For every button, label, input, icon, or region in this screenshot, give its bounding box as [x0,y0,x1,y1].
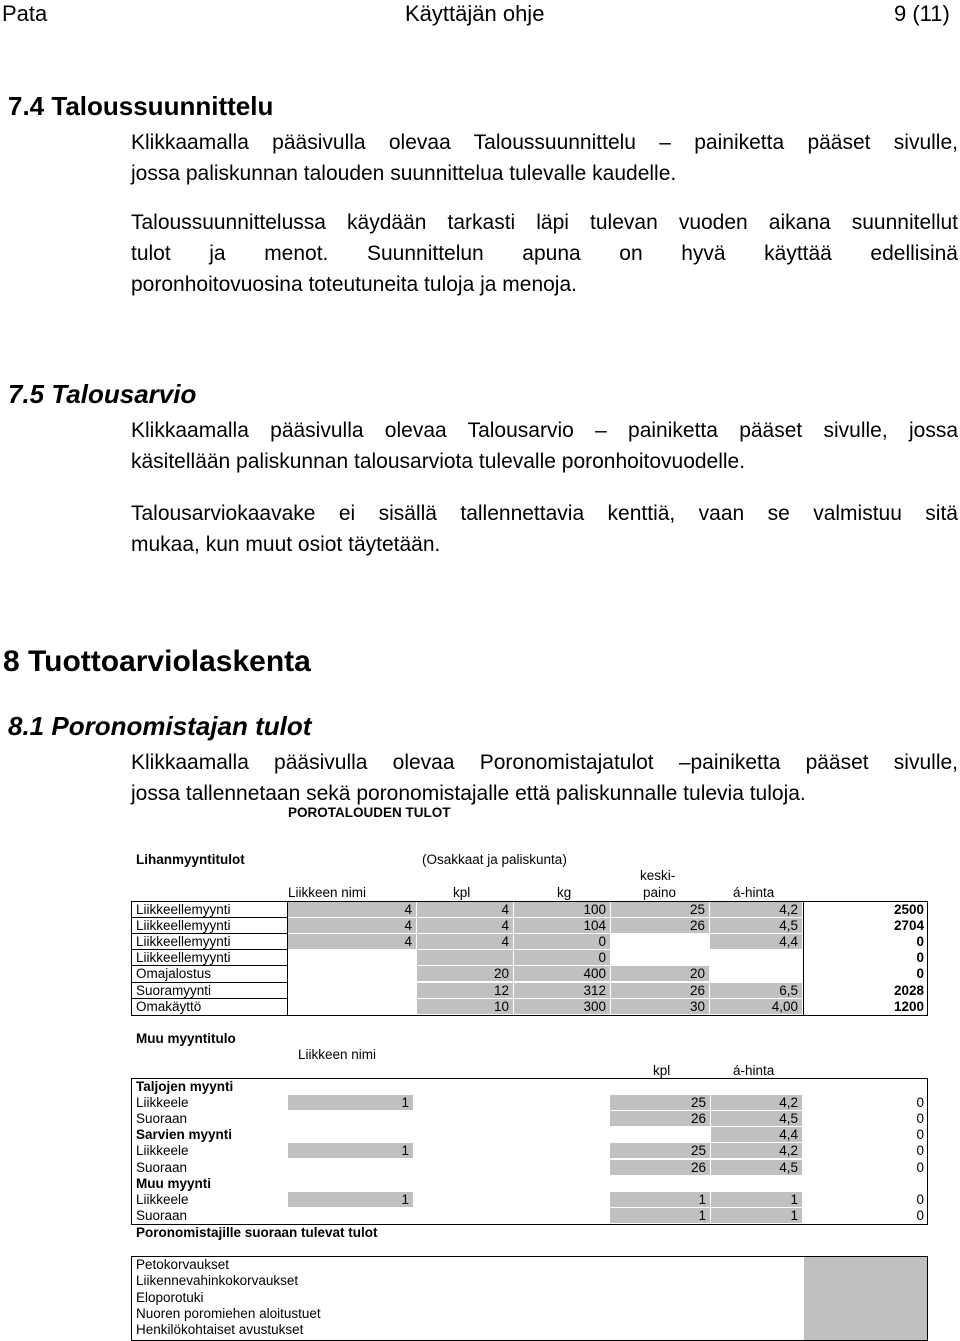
cell-c1 [288,983,416,998]
cell-c5: 4,00 [710,999,802,1014]
row-label: Liikkeellemyynti [136,902,231,917]
cell-kpl: 26 [610,1160,710,1175]
text-line: mukaa, kun muut osiot täytetään. [131,533,441,556]
grid-line [131,1256,928,1257]
row-label: Eloporotuki [136,1290,204,1305]
row-total: 2028 [893,983,924,998]
lihanmyynti-title: Lihanmyyntitulot [136,852,245,867]
muu-myyntitulo-title: Muu myyntitulo [136,1031,236,1046]
row-label: Henkilökohtaiset avustukset [136,1322,304,1337]
text-line: poronhoitovuosina toteutuneita tuloja ja menoja. [131,273,577,296]
row-label: Liikkeele [136,1192,189,1207]
cell-c3: 0 [514,934,610,949]
cell-a-hinta [711,1079,802,1094]
cell-count [288,1176,413,1191]
row-label: Taljojen myynti [136,1079,234,1094]
cell-count [288,1079,413,1094]
grid-line [131,917,288,918]
cell-c5: 4,5 [710,918,802,933]
section-7-5-title-text: 7.5 Talousarvio [8,379,197,409]
row-label: Liikkeele [136,1095,189,1110]
cell-c1 [288,999,416,1014]
section-7-5-paragraph-2 [131,498,958,560]
cell-a-hinta: 4,2 [711,1095,802,1110]
cell-kpl: 1 [610,1192,710,1207]
grid-line [131,982,288,983]
cell-c2: 4 [417,918,513,933]
cell-a-hinta: 4,5 [711,1160,802,1175]
grid-line [131,998,288,999]
cell-c3: 0 [514,950,610,965]
cell-count: 1 [288,1143,413,1158]
row-total: 0 [916,1208,924,1223]
header-center: Käyttäjän ohje [405,1,545,26]
section-8-1-title-text: 8.1 Poronomistajan tulot [8,711,312,741]
grid-line [287,901,288,1016]
cell-count [288,1127,413,1142]
cell-c4: 26 [611,983,709,998]
section-8-1-paragraph [131,747,958,809]
row-label: Liikennevahinkokorvaukset [136,1273,299,1288]
grid-line [131,1078,928,1079]
cell-a-hinta [711,1176,802,1191]
row-total: 0 [916,1143,924,1158]
sheet-title: POROTALOUDEN TULOT [288,805,451,820]
row-total: 1200 [893,999,924,1014]
header-kpl: kpl [453,885,471,900]
grid-line [131,965,288,966]
row-label: Suoramyynti [136,983,212,998]
cell-c1: 4 [288,902,416,917]
cell-c2: 4 [417,934,513,949]
text-line: jossa tallennetaan sekä poronomistajalle että paliskunnalle tulevia tuloja. [131,782,806,805]
cell-c4: 26 [611,918,709,933]
cell-c3: 400 [514,966,610,981]
muu-header-liikkeen-nimi: Liikkeen nimi [298,1047,377,1062]
grid-line [131,901,132,1016]
text-line: Klikkaamalla pääsivulla olevaa Poronomistajatulot –painiketta pääset sivulle, [131,751,958,774]
grid-line [131,901,928,902]
cell-a-hinta: 1 [711,1192,802,1207]
grid-line [927,1256,928,1341]
row-total: 0 [916,1111,924,1126]
row-total [804,1176,924,1191]
cell-c4: 25 [611,902,709,917]
cell-c5: 4,2 [710,902,802,917]
row-label: Suoraan [136,1160,188,1175]
cell-c2: 20 [417,966,513,981]
row-label: Omajalostus [136,966,212,981]
header-left: Pata [2,1,48,26]
text-line: jossa paliskunnan talouden suunnittelua tulevalle kaudelle. [131,162,677,185]
grid-line [131,1256,132,1341]
cell-kpl [610,1079,710,1094]
cell-a-hinta: 1 [711,1208,802,1223]
cell-c2: 10 [417,999,513,1014]
header-keski: keski- [640,868,676,883]
gray-input-column [804,1257,927,1340]
header-liikkeen-nimi: Liikkeen nimi [288,885,367,900]
section-7-5-title [8,379,196,410]
row-label: Nuoren poromiehen aloitustuet [136,1306,321,1321]
cell-c1: 4 [288,934,416,949]
row-total: 0 [916,950,924,965]
cell-c1 [288,966,416,981]
cell-c2: 4 [417,902,513,917]
cell-c3: 300 [514,999,610,1014]
row-total: 0 [916,966,924,981]
grid-line [131,933,288,934]
grid-line [803,901,804,1016]
row-label: Suoraan [136,1111,188,1126]
header-a-hinta: á-hinta [733,885,775,900]
section-7-4-title: 7.4 Taloussuunnittelu [8,91,274,121]
cell-kpl [610,1176,710,1191]
cell-kpl: 25 [610,1095,710,1110]
text-line: Klikkaamalla pääsivulla olevaa Talousarvio – painiketta pääset sivulle, jossa [131,419,958,442]
cell-count [288,1160,413,1175]
row-total: 2704 [893,918,924,933]
grid-line [927,1078,928,1225]
cell-kpl [610,1127,710,1142]
cell-c5: 4,4 [710,934,802,949]
row-total: 2500 [893,902,924,917]
cell-c3: 100 [514,902,610,917]
cell-count: 1 [288,1095,413,1110]
grid-line [131,949,288,950]
text-line: tulot ja menot. Suunnittelun apuna on hyvä käyttää edellisinä [131,242,958,265]
cell-c1: 4 [288,918,416,933]
section-8-1-title [8,711,311,742]
row-label: Muu myynti [136,1176,212,1191]
text-line: Taloussuunnittelussa käydään tarkasti läpi tulevan vuoden aikana suunnitellut [131,211,958,234]
row-total: 0 [916,934,924,949]
cell-count [288,1208,413,1223]
chapter-8-title: 8 Tuottoarviolaskenta [3,645,311,678]
cell-c4 [611,950,709,965]
text-line: käsitellään paliskunnan talousarviota tulevalle poronhoitovuodelle. [131,450,746,473]
row-total: 0 [916,1127,924,1142]
cell-kpl: 26 [610,1111,710,1126]
cell-c5: 6,5 [710,983,802,998]
cell-a-hinta: 4,5 [711,1111,802,1126]
cell-kpl: 1 [610,1208,710,1223]
cell-kpl: 25 [610,1143,710,1158]
cell-c4: 30 [611,999,709,1014]
section-7-4-paragraph-2 [131,207,958,300]
cell-count: 1 [288,1192,413,1207]
cell-a-hinta: 4,2 [711,1143,802,1158]
row-total: 0 [916,1095,924,1110]
row-label: Liikkeele [136,1143,189,1158]
muu-header-kpl: kpl [653,1063,671,1078]
cell-c5 [710,950,802,965]
muu-header-a-hinta: á-hinta [733,1063,775,1078]
cell-c3: 104 [514,918,610,933]
grid-line [131,1015,928,1016]
header-kg: kg [557,885,572,900]
cell-c5 [710,966,802,981]
row-label: Sarvien myynti [136,1127,233,1142]
cell-count [288,1111,413,1126]
section-7-4-paragraph-1 [131,127,958,189]
cell-a-hinta: 4,4 [711,1127,802,1142]
row-total [804,1079,924,1094]
row-label: Suoraan [136,1208,188,1223]
cell-c2 [417,950,513,965]
lihanmyynti-note: (Osakkaat ja paliskunta) [422,852,567,867]
suoraan-title: Poronomistajille suoraan tulevat tulot [136,1225,378,1240]
row-label: Petokorvaukset [136,1257,230,1272]
text-line: Talousarviokaavake ei sisällä tallennettavia kenttiä, vaan se valmistuu sitä [131,502,958,525]
row-label: Liikkeellemyynti [136,934,231,949]
row-total: 0 [916,1192,924,1207]
row-label: Liikkeellemyynti [136,918,231,933]
row-total: 0 [916,1160,924,1175]
cell-c2: 12 [417,983,513,998]
text-line: Klikkaamalla pääsivulla olevaa Taloussuunnittelu – painiketta pääset sivulle, [131,131,958,154]
row-label: Omakäyttö [136,999,202,1014]
cell-c4 [611,934,709,949]
header-paino: paino [643,885,677,900]
cell-c3: 312 [514,983,610,998]
grid-line [927,901,928,1016]
header-page-number: 9 (11) [894,1,950,26]
row-label: Liikkeellemyynti [136,950,231,965]
grid-line [131,1078,132,1225]
cell-c1 [288,950,416,965]
cell-c4: 20 [611,966,709,981]
section-7-5-paragraph-1 [131,415,958,477]
